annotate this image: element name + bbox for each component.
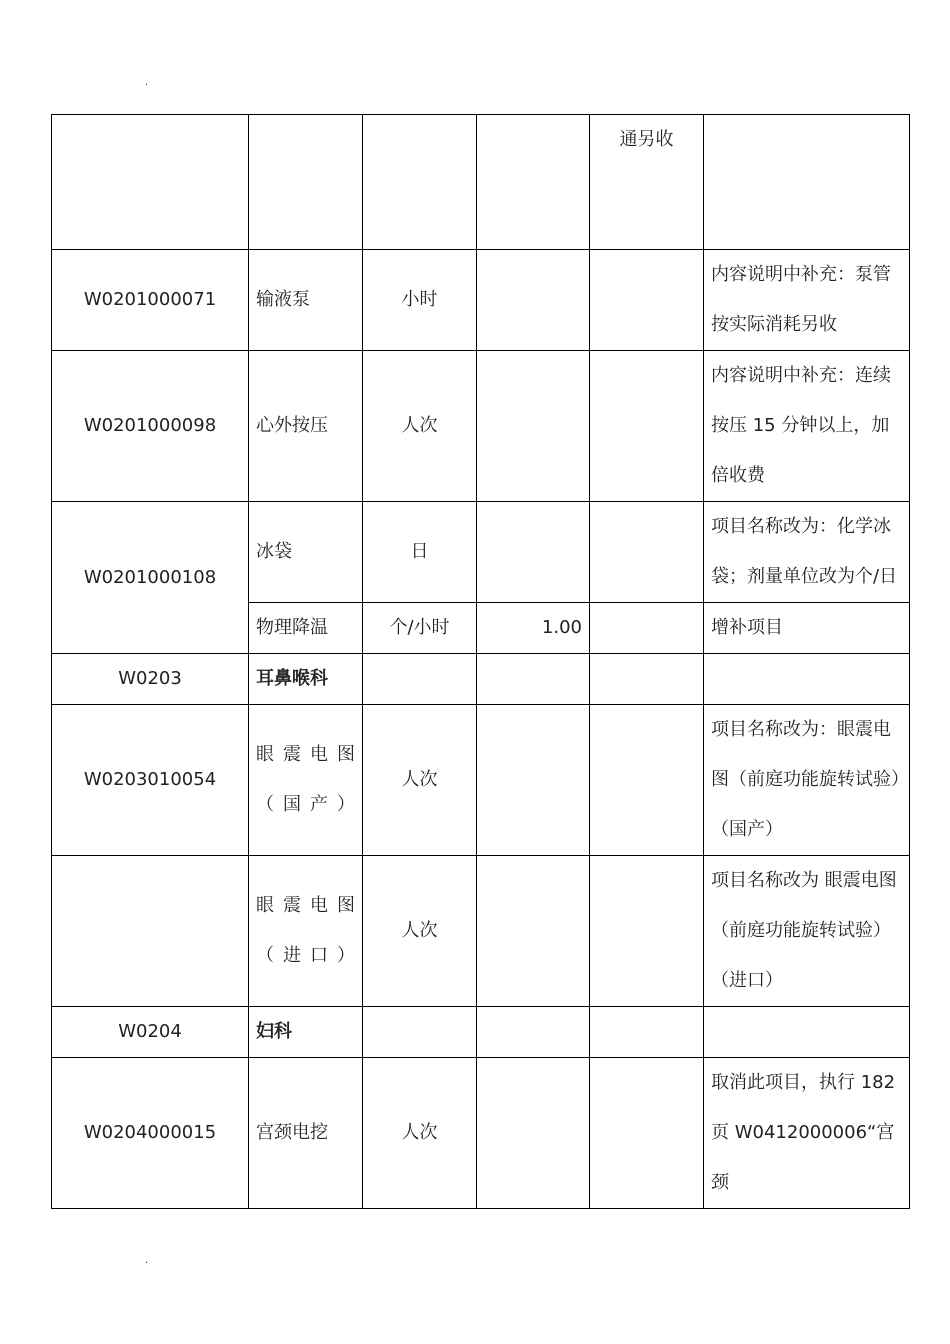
table-row xyxy=(52,351,910,502)
table-row xyxy=(52,115,910,250)
note-cell: 内容说明中补充：连续按压 15 分钟以上，加倍收费 xyxy=(704,351,910,502)
note-cell: 增补项目 xyxy=(704,603,910,654)
unit-cell: 人次 xyxy=(363,1058,477,1209)
page-marker-top: . xyxy=(145,77,149,88)
item-name-cell: 心外按压 xyxy=(249,351,363,502)
collection-cell xyxy=(590,1058,704,1209)
collection-cell: 通另收 xyxy=(590,115,704,250)
unit-cell xyxy=(363,1007,477,1058)
price-cell xyxy=(477,502,590,603)
price-cell xyxy=(477,705,590,856)
item-code-cell: W0201000108 xyxy=(52,502,249,654)
item-name-cell: 物理降温 xyxy=(249,603,363,654)
item-code-cell xyxy=(52,856,249,1007)
section-code-cell: W0204 xyxy=(52,1007,249,1058)
unit-cell: 人次 xyxy=(363,856,477,1007)
item-code-cell xyxy=(52,115,249,250)
note-cell: 项目名称改为：化学冰袋；剂量单位改为个/日 xyxy=(704,502,910,603)
section-row xyxy=(52,1007,910,1058)
note-cell: 内容说明中补充：泵管按实际消耗另收 xyxy=(704,250,910,351)
table-row xyxy=(52,502,910,603)
item-code-cell: W0203010054 xyxy=(52,705,249,856)
item-name-cell: 眼震电图（国产） xyxy=(249,705,363,856)
price-cell xyxy=(477,115,590,250)
item-name-cell: 宫颈电挖 xyxy=(249,1058,363,1209)
table-row xyxy=(52,1058,910,1209)
note-cell: 项目名称改为：眼震电图（前庭功能旋转试验）（国产） xyxy=(704,705,910,856)
note-cell xyxy=(704,1007,910,1058)
unit-cell: 日 xyxy=(363,502,477,603)
item-code-cell: W0201000071 xyxy=(52,250,249,351)
fee-adjustment-table xyxy=(51,114,910,1209)
item-code-cell: W0201000098 xyxy=(52,351,249,502)
note-cell xyxy=(704,115,910,250)
note-cell xyxy=(704,654,910,705)
price-cell xyxy=(477,250,590,351)
collection-cell xyxy=(590,603,704,654)
price-cell xyxy=(477,1007,590,1058)
unit-cell: 人次 xyxy=(363,705,477,856)
collection-cell xyxy=(590,1007,704,1058)
section-name-cell: 妇科 xyxy=(249,1007,363,1058)
item-name-cell xyxy=(249,115,363,250)
unit-cell xyxy=(363,654,477,705)
unit-cell xyxy=(363,115,477,250)
collection-cell xyxy=(590,502,704,603)
price-cell xyxy=(477,856,590,1007)
note-cell: 取消此项目，执行 182 页 W0412000006“宫颈 xyxy=(704,1058,910,1209)
section-code-cell: W0203 xyxy=(52,654,249,705)
item-name-cell: 冰袋 xyxy=(249,502,363,603)
price-cell xyxy=(477,1058,590,1209)
section-name-cell: 耳鼻喉科 xyxy=(249,654,363,705)
collection-cell xyxy=(590,705,704,856)
price-cell xyxy=(477,351,590,502)
item-code-cell: W0204000015 xyxy=(52,1058,249,1209)
collection-cell xyxy=(590,250,704,351)
collection-cell xyxy=(590,856,704,1007)
table-row xyxy=(52,705,910,856)
collection-cell xyxy=(590,351,704,502)
collection-cell xyxy=(590,654,704,705)
table-row xyxy=(52,250,910,351)
section-row xyxy=(52,654,910,705)
unit-cell: 个/小时 xyxy=(363,603,477,654)
table-row xyxy=(52,856,910,1007)
item-name-cell: 眼震电图（进口） xyxy=(249,856,363,1007)
item-name-cell: 输液泵 xyxy=(249,250,363,351)
note-cell: 项目名称改为 眼震电图（前庭功能旋转试验）（进口） xyxy=(704,856,910,1007)
unit-cell: 人次 xyxy=(363,351,477,502)
price-cell xyxy=(477,654,590,705)
page-marker-bottom: . xyxy=(145,1255,149,1266)
price-cell: 1.00 xyxy=(477,603,590,654)
unit-cell: 小时 xyxy=(363,250,477,351)
